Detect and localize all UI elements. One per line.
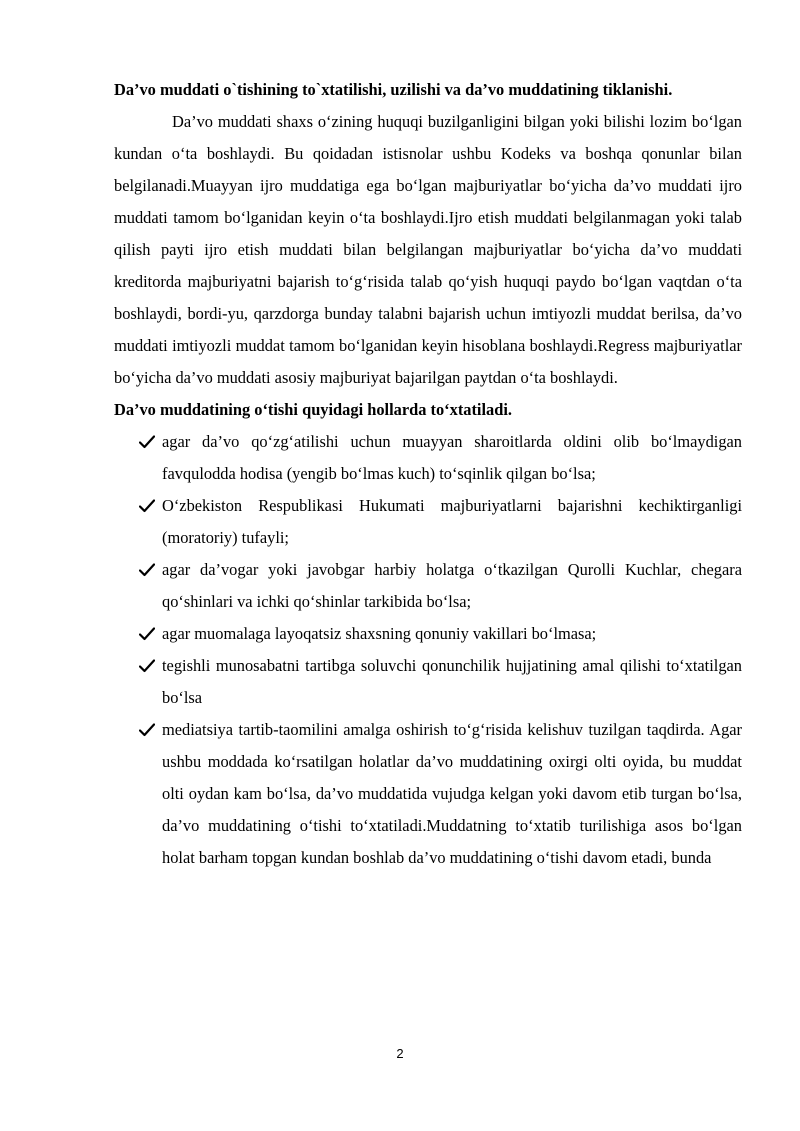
- list-item-text: O‘zbekiston Respublikasi Hukumati majburiyatlarni bajarishni kechiktirganligi (moratoriy) tufayli;: [162, 496, 742, 547]
- section-subheading: Da’vo muddatining o‘tishi quyidagi hollarda to‘xtatiladi.: [114, 400, 513, 419]
- list-item: [114, 426, 742, 490]
- list-item: [114, 618, 742, 650]
- document-body: [114, 74, 742, 874]
- checklist: [114, 426, 742, 874]
- list-item-text: tegishli munosabatni tartibga soluvchi qonunchilik hujjatining amal qilishi to‘xtatilgan bo‘lsa: [162, 656, 742, 707]
- list-item: [114, 554, 742, 618]
- list-item-text: mediatsiya tartib-taomilini amalga oshirish to‘g‘risida kelishuv tuzilgan taqdirda. Agar ushbu moddada ko‘rsatilgan holatlar da’vo muddatining oxirgi olti oyida, bu muddat olti oydan kam bo‘lsa, da’vo muddatida vujudga kelgan yoki davom etib turgan bo‘lsa, da’vo muddatining o‘tishi to‘xtatiladi.Muddatning to‘xtatib turilishiga asos bo‘lgan holat barham topgan kundan boshlab da’vo muddatining o‘tishi davom etadi, bunda: [162, 720, 742, 867]
- body-paragraph: Da’vo muddati shaxs o‘zining huquqi buzilganligini bilgan yoki bilishi lozim bo‘lgan kundan o‘ta boshlaydi. Bu qoidadan istisnolar ushbu Kodeks va boshqa qonunlar bilan belgilanadi.Muayyan ijro muddatiga ega bo‘lgan majburiyatlar bo‘yicha da’vo muddati ijro muddati tamom bo‘lganidan keyin o‘ta boshlaydi.Ijro etish muddati belgilanmagan yoki talab qilish payti ijro etish muddati bilan belgilangan majburiyatlar bo‘yicha da’vo muddati kreditorda majburiyatni bajarish to‘g‘risida talab qo‘yish huquqi paydo bo‘lgan vaqtdan o‘ta boshlaydi, bordi-yu, qarzdorga bunday talabni bajarish uchun imtiyozli muddat berilsa, da’vo muddati imtiyozli muddat tamom bo‘lganidan keyin hisoblana boshlaydi.Regress majburiyatlar bo‘yicha da’vo muddati asosiy majburiyat bajarilgan paytdan o‘ta boshlaydi.: [114, 112, 742, 387]
- list-item: [114, 714, 742, 874]
- document-title: Da’vo muddati o`tishining to`xtatilishi, uzilishi va da’vo muddatining tiklanishi.: [114, 80, 673, 99]
- list-item: [114, 650, 742, 714]
- list-item-text: agar muomalaga layoqatsiz shaxsning qonuniy vakillari bo‘lmasa;: [162, 624, 597, 643]
- list-item-text: agar da’vo qo‘zg‘atilishi uchun muayyan sharoitlarda oldini olib bo‘lmaydigan favqulodda hodisa (yengib bo‘lmas kuch) to‘sqinlik qilgan bo‘lsa;: [162, 432, 742, 483]
- list-item-text: agar da’vogar yoki javobgar harbiy holatga o‘tkazilgan Qurolli Kuchlar, chegara qo‘shinlari va ichki qo‘shinlar tarkibida bo‘lsa;: [162, 560, 742, 611]
- page-number: 2: [396, 1046, 404, 1061]
- list-item: [114, 490, 742, 554]
